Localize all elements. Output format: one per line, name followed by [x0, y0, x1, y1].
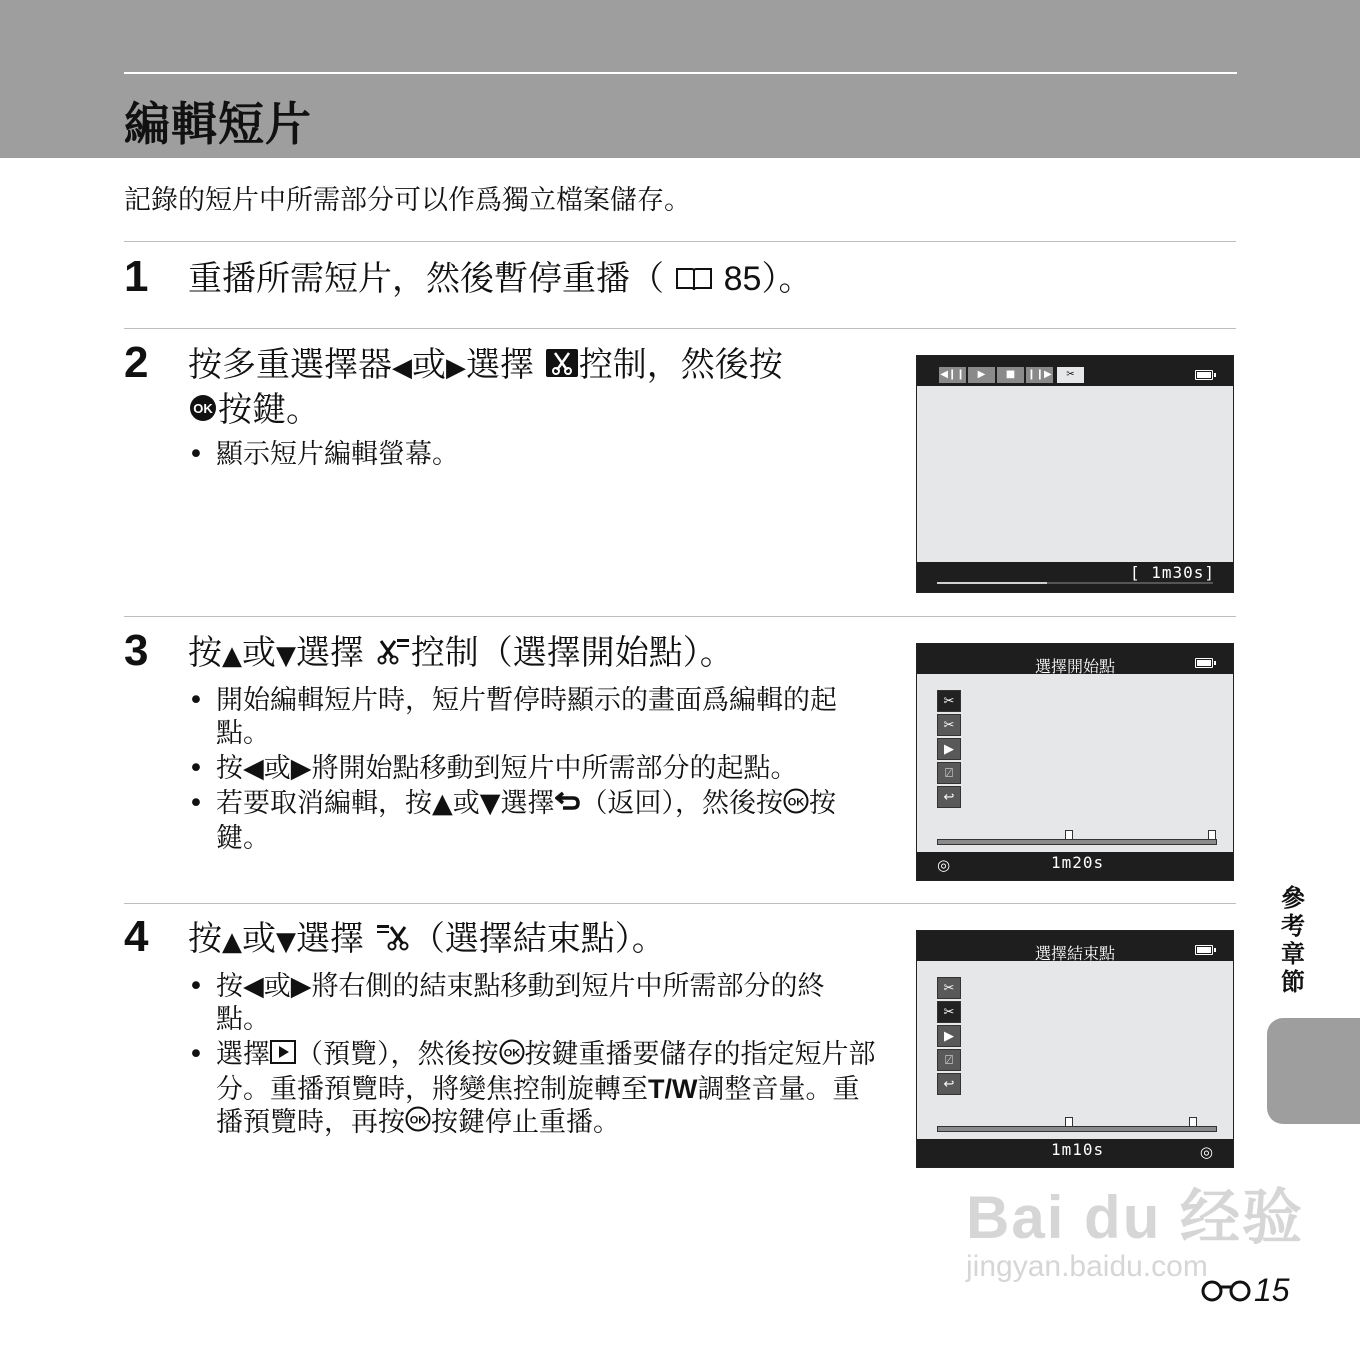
progress-bar: [937, 582, 1213, 584]
preview-play-icon[interactable]: ▶: [937, 1025, 961, 1047]
edit-timeline: [937, 1126, 1217, 1132]
step-text-part: 控制（選擇開始點）。: [410, 633, 734, 673]
camera-screen-playback: [916, 355, 1234, 593]
left-arrow-icon: ◀: [243, 971, 264, 1002]
back-icon: [555, 788, 581, 821]
bullet-text: 或: [263, 971, 291, 1002]
step-text-part: 按鍵。: [218, 390, 320, 430]
bullet-dot: •: [188, 753, 204, 784]
divider: [124, 616, 1236, 617]
chapter-label: 參考章節: [1281, 884, 1305, 996]
step-text-part: 或: [412, 345, 446, 385]
rewind-icon: ◀❙❙: [939, 367, 966, 383]
ok-button-icon: [405, 1106, 431, 1140]
bullet-text: 或: [263, 753, 291, 784]
bullet-text: （返回），然後按: [580, 788, 784, 819]
list-item: [188, 684, 878, 750]
up-arrow-icon: ▲: [222, 641, 242, 671]
step-text-part: 控制，然後按: [578, 345, 783, 385]
time-readout: 1m20s: [1051, 853, 1105, 872]
svg-text:OK: OK: [409, 1114, 427, 1127]
watermark-main: Bai du 经验: [966, 1184, 1305, 1251]
play-icon: [270, 1039, 296, 1072]
back-icon[interactable]: ↩: [937, 1073, 961, 1095]
scissors-icon: ✂: [1057, 367, 1084, 383]
multi-selector-icon: ◎: [937, 856, 951, 874]
right-arrow-icon: ▶: [446, 353, 466, 383]
step-text-part: 或: [242, 633, 276, 673]
edit-timeline: [937, 839, 1217, 845]
bullet-text: 調整音量。重播預覽時，再按: [216, 1073, 860, 1138]
right-arrow-icon: ▶: [290, 971, 312, 1002]
list-item: [188, 438, 878, 471]
bullet-dot: •: [188, 971, 204, 1002]
scissors-icon: [545, 346, 579, 388]
step-text-part: 或: [242, 919, 276, 959]
step-text-part: 按多重選擇器: [188, 345, 392, 385]
multi-selector-icon: ◎: [1199, 1143, 1213, 1161]
ok-button-icon: [499, 1039, 525, 1073]
watermark: [966, 1170, 1304, 1284]
start-marker[interactable]: [1065, 1117, 1073, 1127]
back-icon[interactable]: ↩: [937, 786, 961, 808]
screen-title: 選擇結束點: [1034, 944, 1115, 963]
down-arrow-icon: ▼: [276, 927, 296, 957]
step-4-text: [188, 918, 888, 963]
step-text-part: 選擇: [296, 633, 364, 673]
choose-end-icon: [375, 920, 411, 962]
step-text-part: 重播所需短片，然後暫停重播（: [188, 259, 664, 299]
choose-start-icon: [375, 634, 411, 676]
bullet-text: 開始編輯短片時，短片暫停時顯示的畫面爲編輯的起點。: [216, 685, 837, 749]
bullet-text: 選擇: [500, 788, 555, 819]
camera-screen-choose-end: [916, 930, 1234, 1168]
up-arrow-icon: ▲: [432, 788, 453, 819]
bullet-text: 顯示短片編輯螢幕。: [216, 439, 459, 470]
right-arrow-icon: ▶: [290, 753, 312, 784]
bullet-text: 若要取消編輯，按: [216, 788, 432, 819]
end-marker[interactable]: [1208, 830, 1216, 840]
step-number: 1: [124, 252, 149, 301]
book-icon: [675, 260, 713, 302]
start-marker[interactable]: [1065, 830, 1073, 840]
watermark-sub: jingyan.baidu.com: [966, 1250, 1208, 1283]
step-3-text: [188, 632, 888, 677]
bullet-text: 按鍵停止重播。: [431, 1106, 620, 1138]
time-readout: [ 1m30s]: [1129, 563, 1215, 582]
progress-fill: [937, 582, 1047, 584]
page-number-text: 15: [1254, 1272, 1290, 1308]
list-item: [188, 752, 878, 785]
list-item: [188, 970, 878, 1036]
end-marker[interactable]: [1189, 1117, 1197, 1127]
bullet-dot: •: [188, 788, 204, 819]
screen-title: 選擇開始點: [1034, 657, 1115, 676]
choose-start-icon[interactable]: ✂: [937, 977, 961, 999]
svg-text:OK: OK: [787, 796, 805, 808]
time-readout: 1m10s: [1051, 1140, 1105, 1159]
choose-end-icon[interactable]: ✂: [937, 1001, 961, 1023]
bullet-text: 選擇: [216, 1039, 270, 1070]
left-arrow-icon: ◀: [243, 753, 264, 784]
battery-icon: [1195, 945, 1213, 955]
page-title: 編輯短片: [124, 97, 312, 151]
camera-screen-choose-start: [916, 643, 1234, 881]
ok-button-icon: [783, 788, 809, 822]
step-number: 2: [124, 338, 149, 387]
bullet-dot: •: [188, 1039, 204, 1070]
preview-play-icon[interactable]: ▶: [937, 738, 961, 760]
battery-icon: [1195, 658, 1213, 668]
step-text-part: （選擇結束點）。: [410, 919, 666, 959]
bullet-text: 按鍵。: [216, 788, 837, 854]
bullet-text: 按鍵重播要儲存的指定短片部分。重播預覽時，將變焦控制旋轉至: [216, 1039, 876, 1105]
up-arrow-icon: ▲: [222, 927, 242, 957]
step-number: 4: [124, 912, 149, 961]
down-arrow-icon: ▼: [479, 788, 501, 819]
bullet-text: 按: [216, 971, 243, 1002]
intro-text: 記錄的短片中所需部分可以作爲獨立檔案儲存。: [124, 185, 691, 216]
bullet-text: 將右側的結束點移動到短片中所需部分的終點。: [216, 971, 825, 1035]
header-rule: [124, 72, 1237, 74]
reference-section-icon: [1198, 1274, 1254, 1311]
svg-text:OK: OK: [193, 400, 213, 416]
bullet-text: 按: [216, 753, 243, 784]
forward-icon: ❙❙▶: [1026, 367, 1053, 383]
choose-end-icon[interactable]: ✂: [937, 714, 961, 736]
header-band: [0, 0, 1360, 158]
ok-button-icon: [188, 391, 218, 433]
divider: [124, 241, 1236, 242]
step-text-part: ）。: [761, 259, 813, 299]
bullet-text: 或: [452, 788, 480, 819]
bullet-text: 將開始點移動到短片中所需部分的起點。: [311, 753, 798, 784]
step-2-text: [188, 344, 878, 433]
step-text-part: 選擇: [466, 345, 534, 385]
battery-icon: [1195, 370, 1213, 380]
play-icon: ▶: [968, 367, 995, 383]
step-text-part: 按: [188, 633, 222, 673]
chapter-tab[interactable]: [1267, 1018, 1360, 1124]
step-1-text: [188, 258, 812, 302]
list-item: [188, 787, 878, 855]
divider: [124, 328, 1236, 329]
list-item: [188, 1038, 878, 1140]
bullet-dot: •: [188, 685, 204, 716]
bullet-text: （預覽），然後按: [296, 1039, 499, 1070]
choose-start-icon[interactable]: ✂: [937, 690, 961, 712]
edit-menu: [937, 690, 963, 810]
save-icon[interactable]: ⍁: [937, 762, 961, 784]
edit-menu: [937, 977, 963, 1097]
step-text-part: 選擇: [296, 919, 364, 959]
down-arrow-icon: ▼: [276, 641, 296, 671]
zoom-control-label: T/W: [648, 1073, 698, 1104]
svg-text:OK: OK: [503, 1047, 520, 1059]
step-text-part: 按: [188, 919, 222, 959]
step-number: 3: [124, 626, 149, 675]
stop-icon: ■: [997, 367, 1024, 383]
page-reference[interactable]: 85: [723, 260, 762, 298]
divider: [124, 903, 1236, 904]
bullet-dot: •: [188, 439, 204, 470]
save-icon[interactable]: ⍁: [937, 1049, 961, 1071]
page-number: [1198, 1272, 1290, 1311]
left-arrow-icon: ◀: [392, 353, 412, 383]
